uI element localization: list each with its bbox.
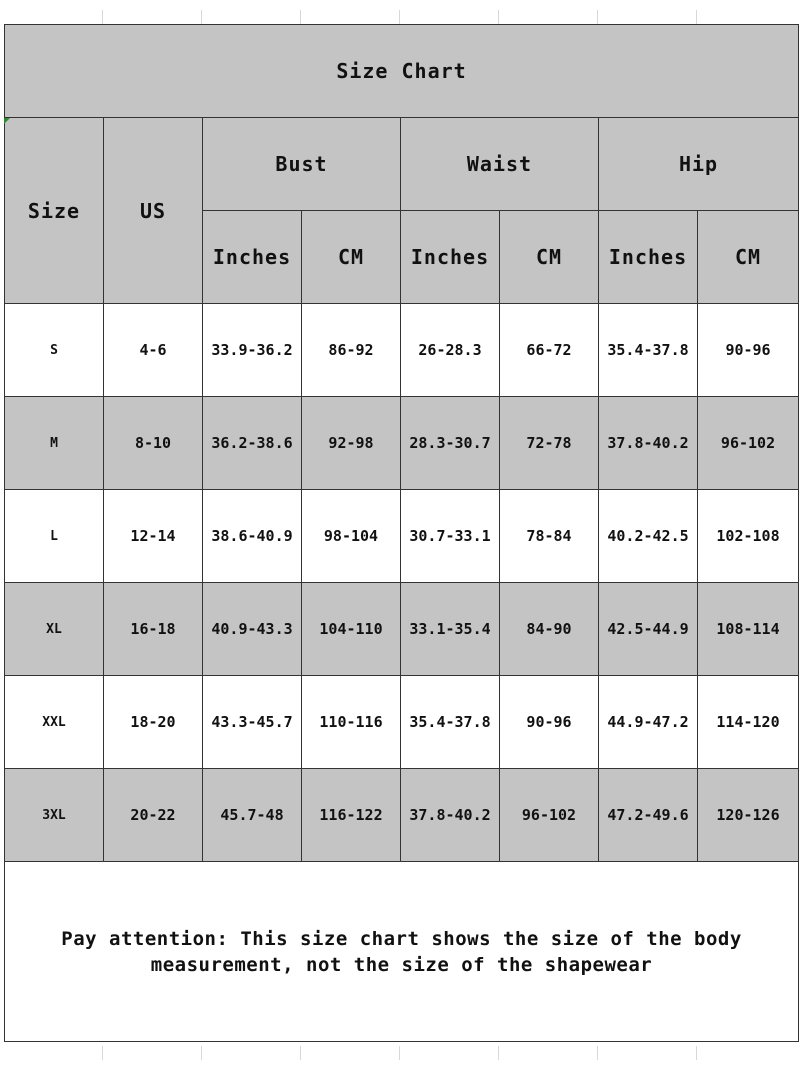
us-cell: 16-18 [104,583,203,676]
waist-inches-cell: 33.1-35.4 [401,583,500,676]
header-waist-inches: Inches [401,211,500,304]
waist-cm-cell: 66-72 [500,304,599,397]
grid-tick [300,10,301,24]
hip-cm-cell: 108-114 [698,583,799,676]
size-cell: XXL [5,676,104,769]
grid-tick [102,10,103,24]
size-cell: L [5,490,104,583]
us-cell: 18-20 [104,676,203,769]
grid-tick [498,10,499,24]
grid-tick [597,10,598,24]
waist-inches-cell: 35.4-37.8 [401,676,500,769]
waist-cm-cell: 90-96 [500,676,599,769]
bust-cm-cell: 86-92 [302,304,401,397]
attention-note: Pay attention: This size chart shows the size of the body measurement, not the size of the shapewear [5,862,799,1042]
waist-cm-cell: 96-102 [500,769,599,862]
grid-tick [399,10,400,24]
header-hip: Hip [599,118,799,211]
hip-cm-cell: 120-126 [698,769,799,862]
header-bust-cm: CM [302,211,401,304]
waist-inches-cell: 28.3-30.7 [401,397,500,490]
hip-cm-cell: 96-102 [698,397,799,490]
bust-inches-cell: 45.7-48 [203,769,302,862]
bust-inches-cell: 38.6-40.9 [203,490,302,583]
bust-inches-cell: 40.9-43.3 [203,583,302,676]
header-waist-cm: CM [500,211,599,304]
waist-cm-cell: 84-90 [500,583,599,676]
grid-tick [399,1046,400,1060]
size-cell: M [5,397,104,490]
waist-cm-cell: 78-84 [500,490,599,583]
hip-inches-cell: 40.2-42.5 [599,490,698,583]
table-row [5,676,799,769]
bust-cm-cell: 110-116 [302,676,401,769]
size-cell: S [5,304,104,397]
hip-inches-cell: 37.8-40.2 [599,397,698,490]
table-row [5,583,799,676]
waist-inches-cell: 26-28.3 [401,304,500,397]
header-size: Size [5,118,104,304]
table-row [5,397,799,490]
us-cell: 8-10 [104,397,203,490]
bust-inches-cell: 36.2-38.6 [203,397,302,490]
grid-tick [696,10,697,24]
hip-cm-cell: 102-108 [698,490,799,583]
grid-tick [201,1046,202,1060]
bust-cm-cell: 104-110 [302,583,401,676]
grid-tick [597,1046,598,1060]
grid-tick [102,1046,103,1060]
grid-tick [696,1046,697,1060]
cell-comment-marker [4,118,10,124]
header-hip-cm: CM [698,211,799,304]
hip-cm-cell: 114-120 [698,676,799,769]
size-cell: 3XL [5,769,104,862]
grid-tick [300,1046,301,1060]
grid-tick [498,1046,499,1060]
size-cell: XL [5,583,104,676]
table-row [5,769,799,862]
bust-inches-cell: 43.3-45.7 [203,676,302,769]
waist-inches-cell: 30.7-33.1 [401,490,500,583]
header-waist: Waist [401,118,599,211]
table-row [5,304,799,397]
header-hip-inches: Inches [599,211,698,304]
hip-cm-cell: 90-96 [698,304,799,397]
header-bust: Bust [203,118,401,211]
us-cell: 4-6 [104,304,203,397]
waist-cm-cell: 72-78 [500,397,599,490]
header-bust-inches: Inches [203,211,302,304]
bust-cm-cell: 116-122 [302,769,401,862]
chart-title: Size Chart [5,25,799,118]
bust-inches-cell: 33.9-36.2 [203,304,302,397]
hip-inches-cell: 35.4-37.8 [599,304,698,397]
hip-inches-cell: 44.9-47.2 [599,676,698,769]
hip-inches-cell: 47.2-49.6 [599,769,698,862]
bust-cm-cell: 98-104 [302,490,401,583]
grid-tick [201,10,202,24]
header-us: US [104,118,203,304]
us-cell: 20-22 [104,769,203,862]
bust-cm-cell: 92-98 [302,397,401,490]
waist-inches-cell: 37.8-40.2 [401,769,500,862]
us-cell: 12-14 [104,490,203,583]
table-row [5,490,799,583]
size-chart-table [4,24,799,1042]
hip-inches-cell: 42.5-44.9 [599,583,698,676]
